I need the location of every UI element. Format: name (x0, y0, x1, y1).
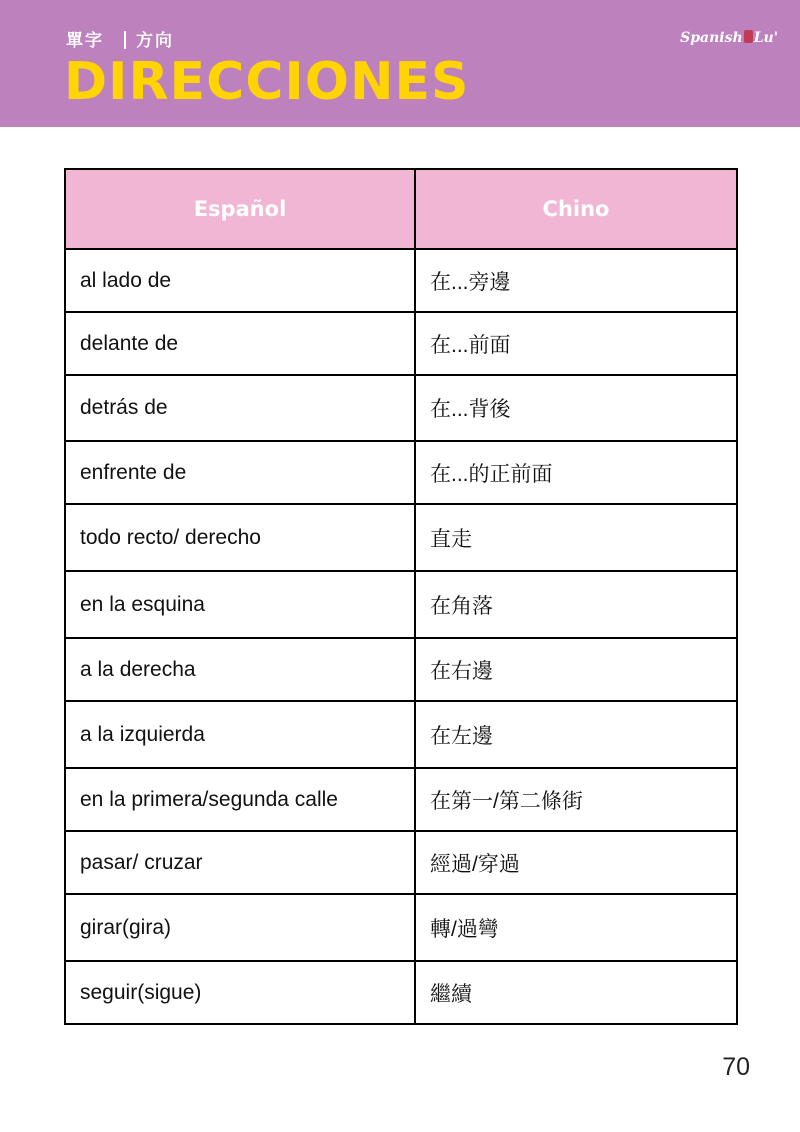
chinese-term-cell: 在左邊 (415, 701, 737, 768)
brand-logo (680, 30, 778, 46)
chinese-term-cell: 在...旁邊 (415, 249, 737, 312)
chinese-term-cell: 在角落 (415, 571, 737, 638)
table-row (65, 312, 737, 375)
column-header-spanish: Español (65, 169, 415, 249)
chinese-term-cell: 繼續 (415, 961, 737, 1024)
spanish-term-cell: girar(gira) (65, 894, 415, 961)
chinese-term-cell: 經過/穿過 (415, 831, 737, 894)
vocabulary-table (64, 168, 738, 1025)
table-row (65, 441, 737, 504)
spanish-term-cell: pasar/ cruzar (65, 831, 415, 894)
spanish-term-cell: en la primera/segunda calle (65, 768, 415, 831)
table-row (65, 638, 737, 701)
header-subtitle (66, 26, 174, 51)
table-row (65, 249, 737, 312)
logo-mark-icon (744, 30, 753, 43)
table-row (65, 375, 737, 441)
spanish-term-cell: a la derecha (65, 638, 415, 701)
spanish-term-cell: en la esquina (65, 571, 415, 638)
spanish-term-cell: al lado de (65, 249, 415, 312)
table-row (65, 504, 737, 571)
chinese-term-cell: 轉/過彎 (415, 894, 737, 961)
column-header-chinese: Chino (415, 169, 737, 249)
table-body (65, 249, 737, 1024)
table-row (65, 894, 737, 961)
logo-text-left: Spanish (680, 30, 743, 46)
subtitle-vocabulary: 單字 (66, 31, 104, 51)
spanish-term-cell: enfrente de (65, 441, 415, 504)
table-row (65, 961, 737, 1024)
table-row (65, 701, 737, 768)
page-header (0, 0, 800, 127)
chinese-term-cell: 在第一/第二條街 (415, 768, 737, 831)
table-row (65, 571, 737, 638)
table-row (65, 768, 737, 831)
chinese-term-cell: 在...前面 (415, 312, 737, 375)
spanish-term-cell: a la izquierda (65, 701, 415, 768)
spanish-term-cell: seguir(sigue) (65, 961, 415, 1024)
page-title: DIRECCIONES (64, 52, 470, 112)
subtitle-topic: 方向 (136, 31, 174, 51)
table-row (65, 831, 737, 894)
table-header-row (65, 169, 737, 249)
subtitle-divider (124, 31, 126, 49)
chinese-term-cell: 在...的正前面 (415, 441, 737, 504)
logo-text-right: Lu' (753, 30, 778, 46)
chinese-term-cell: 在...背後 (415, 375, 737, 441)
spanish-term-cell: detrás de (65, 375, 415, 441)
spanish-term-cell: todo recto/ derecho (65, 504, 415, 571)
chinese-term-cell: 在右邊 (415, 638, 737, 701)
page-number: 70 (722, 1053, 750, 1081)
spanish-term-cell: delante de (65, 312, 415, 375)
chinese-term-cell: 直走 (415, 504, 737, 571)
